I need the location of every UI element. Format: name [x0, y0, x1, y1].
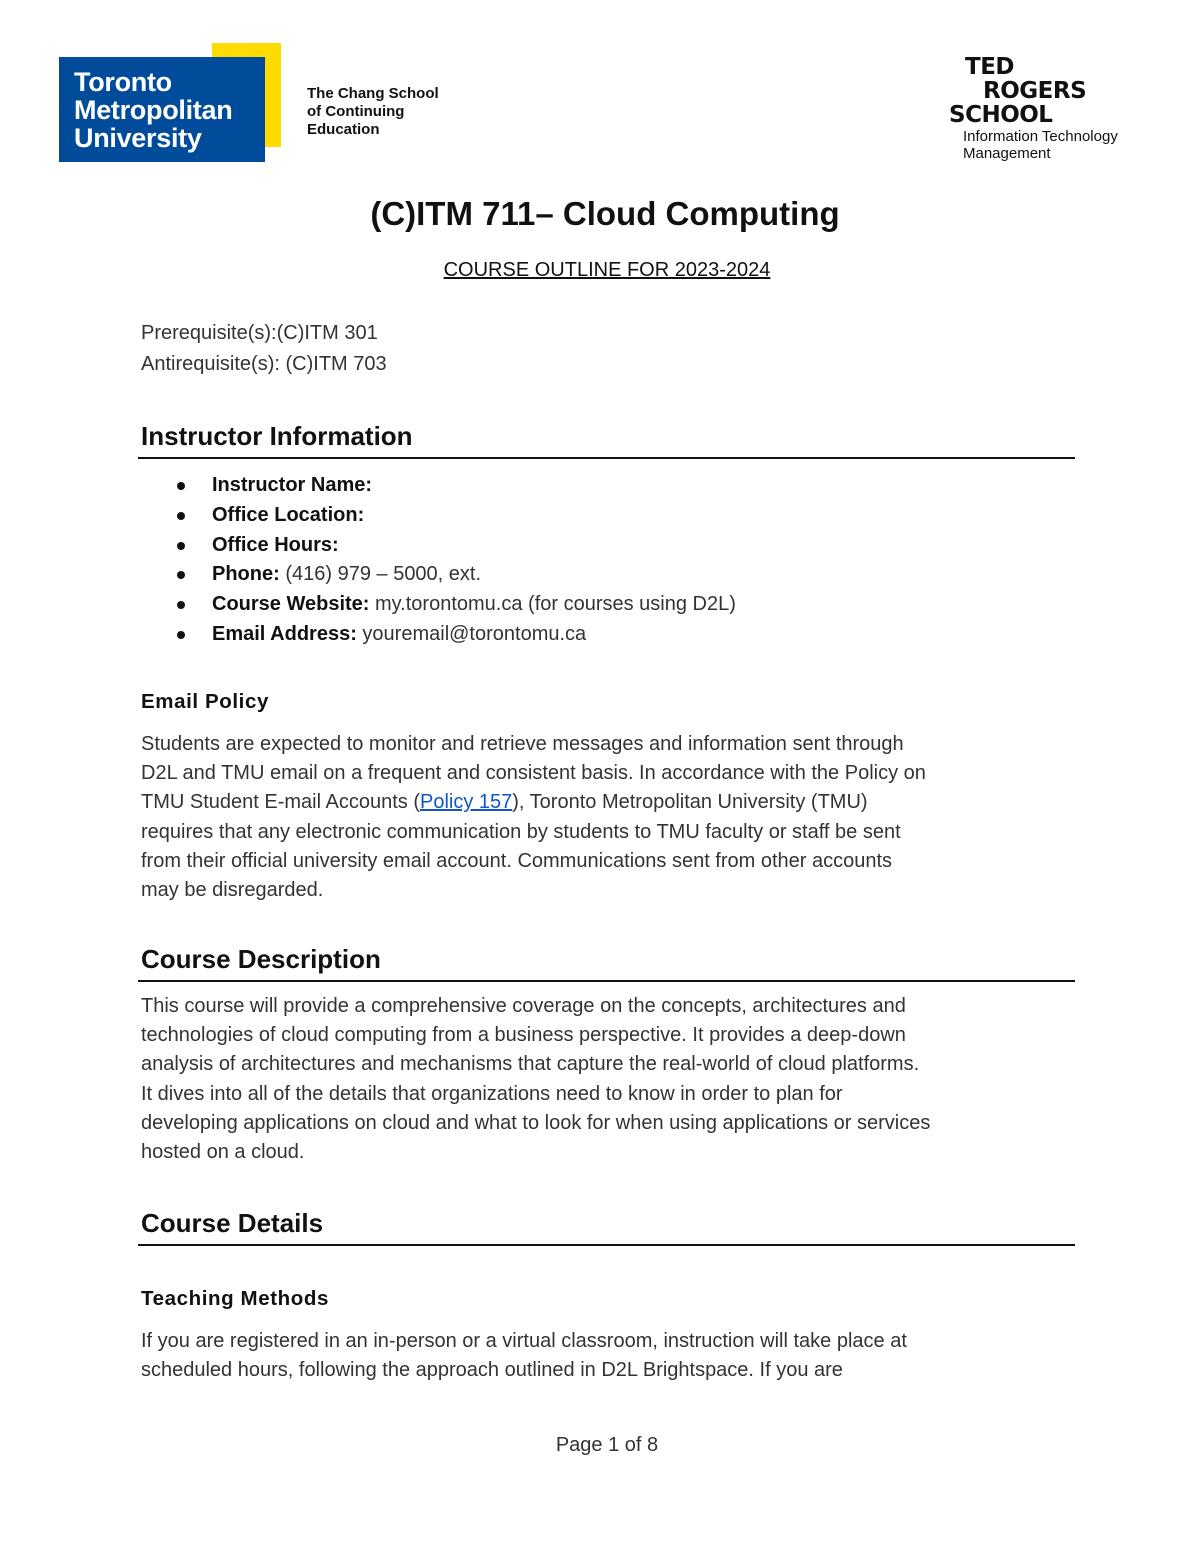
course-details-heading: Course Details — [141, 1208, 324, 1238]
email-policy-heading: Email Policy — [141, 690, 269, 713]
paragraph-line: Students are expected to monitor and retrieve messages and information sent through — [141, 733, 904, 755]
list-item-value: my.torontomu.ca (for courses using D2L) — [369, 593, 736, 616]
course-description-heading: Course Description — [141, 944, 381, 974]
section-divider — [138, 457, 1075, 459]
prerequisite-text: Prerequisite(s):(C)ITM 301 — [141, 322, 378, 344]
teaching-methods-paragraph — [141, 1327, 907, 1385]
tmu-logo-line: University — [74, 123, 202, 153]
course-title: (C)ITM 711– Cloud Computing — [370, 195, 840, 232]
trs-logo-word: SCHOOL — [949, 102, 1053, 128]
email-policy-paragraph — [141, 730, 926, 905]
list-item-instructor-name — [175, 471, 736, 501]
paragraph-line: developing applications on cloud and what to look for when using applications or services — [141, 1111, 931, 1134]
tmu-logo-line: Toronto — [74, 67, 172, 97]
paragraph-line: D2L and TMU email on a frequent and consistent basis. In accordance with the Policy on — [141, 762, 926, 785]
paragraph-line: may be disregarded. — [141, 879, 324, 902]
bullet-icon — [177, 482, 185, 490]
bullet-icon — [177, 512, 185, 520]
list-item-label: Office Hours: — [212, 533, 339, 556]
tmu-logo-line: Metropolitan — [74, 95, 233, 125]
paragraph-line: from their official university email account. Communications sent from other accounts — [141, 849, 893, 872]
trs-logo-subtitle-line: Management — [963, 145, 1051, 162]
page-number: Page 1 of 8 — [555, 1434, 659, 1456]
paragraph-line: requires that any electronic communication by students to TMU faculty or staff be sent — [141, 820, 901, 843]
list-item-value: youremail@torontomu.ca — [356, 622, 587, 645]
list-item-email-address — [175, 620, 736, 650]
list-item-label: Instructor Name: — [212, 474, 373, 496]
list-item-label: Course Website: — [212, 593, 370, 616]
section-divider — [138, 1244, 1075, 1246]
paragraph-text: TMU Student E-mail Accounts ( — [141, 791, 420, 814]
trs-logo-subtitle — [963, 128, 1118, 162]
trs-logo-word: ROGERS — [983, 78, 1087, 104]
list-item-label: Email Address: — [212, 622, 357, 645]
bullet-icon — [177, 542, 185, 550]
paragraph-line: This course will provide a comprehensive coverage on the concepts, architectures and — [141, 995, 906, 1017]
paragraph-line: It dives into all of the details that organizations need to know in order to plan for — [141, 1082, 843, 1105]
paragraph-line: technologies of cloud computing from a business perspective. It provides a deep-down — [141, 1024, 906, 1047]
list-item-label: Office Location: — [212, 503, 365, 526]
course-outline-subtitle: COURSE OUTLINE FOR 2023-2024 — [443, 259, 771, 281]
paragraph-line: hosted on a cloud. — [141, 1141, 305, 1164]
tmu-logo-text — [74, 68, 232, 152]
course-description-paragraph — [141, 992, 930, 1167]
chang-school-line: of Continuing — [307, 103, 405, 120]
trs-logo-word: TED — [965, 54, 1014, 80]
instructor-details-list — [175, 471, 736, 650]
chang-school-line: Education — [307, 121, 380, 138]
paragraph-line: analysis of architectures and mechanisms that capture the real-world of cloud platforms. — [141, 1053, 920, 1076]
trs-logo-subtitle-line: Information Technology — [963, 128, 1118, 145]
list-item-value: (416) 979 – 5000, ext. — [279, 563, 482, 586]
paragraph-line — [141, 788, 926, 817]
list-item-course-website — [175, 590, 736, 620]
bullet-icon — [177, 571, 185, 579]
policy-157-link[interactable]: Policy 157 — [419, 791, 513, 814]
antirequisite-text: Antirequisite(s): (C)ITM 703 — [141, 353, 387, 375]
chang-school-logo — [307, 85, 439, 139]
list-item-label: Phone: — [212, 563, 280, 586]
teaching-methods-heading: Teaching Methods — [141, 1287, 330, 1310]
list-item-office-location — [175, 501, 736, 531]
section-divider — [138, 980, 1075, 982]
instructor-information-heading: Instructor Information — [141, 421, 413, 451]
chang-school-line: The Chang School — [307, 85, 439, 102]
bullet-icon — [177, 601, 185, 609]
list-item-phone — [175, 560, 736, 590]
paragraph-line: If you are registered in an in-person or a virtual classroom, instruction will take place at — [141, 1330, 907, 1352]
paragraph-line: scheduled hours, following the approach outlined in D2L Brightspace. If you are — [141, 1359, 843, 1382]
list-item-office-hours — [175, 531, 736, 561]
paragraph-text: ), Toronto Metropolitan University (TMU) — [512, 791, 868, 814]
bullet-icon — [177, 631, 185, 639]
